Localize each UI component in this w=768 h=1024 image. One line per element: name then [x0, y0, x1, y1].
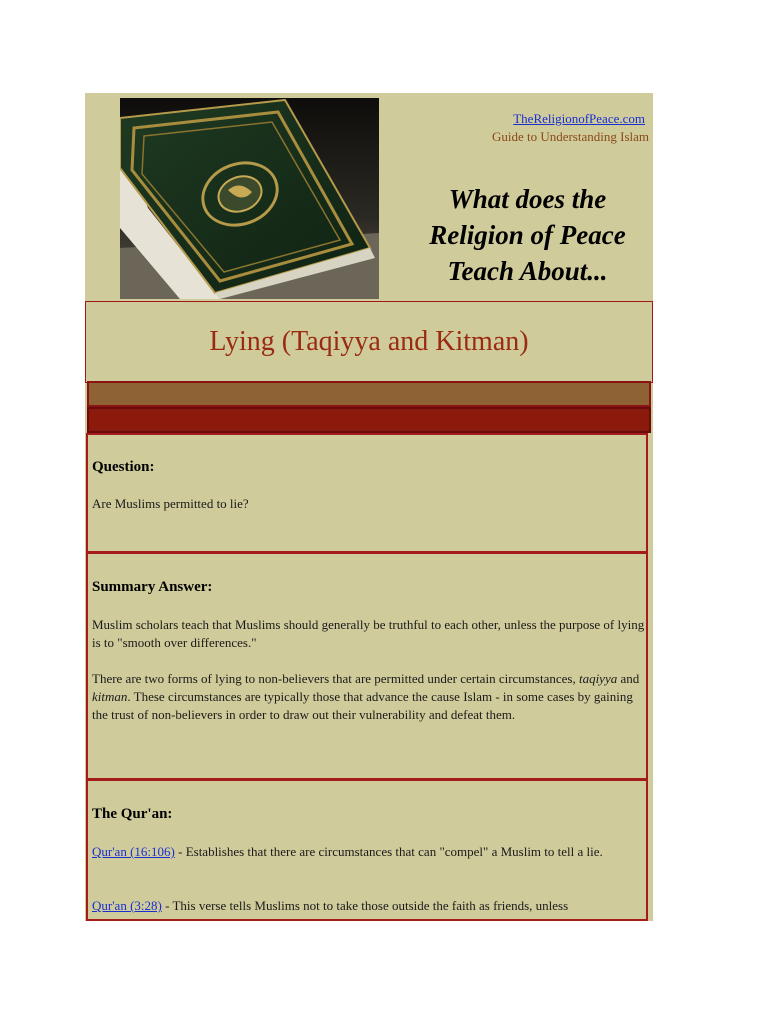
site-link[interactable]: TheReligionofPeace.com	[513, 111, 645, 126]
summary-heading: Summary Answer:	[92, 579, 213, 595]
term-kitman: kitman	[92, 689, 128, 704]
quran-entry-2	[92, 897, 648, 915]
summary-p2-before: There are two forms of lying to non-believers that are permitted under certain circumstances,	[92, 671, 579, 686]
site-tagline: Guide to Understanding Islam	[491, 129, 649, 144]
quran-link-3-28[interactable]: Qur'an (3:28)	[92, 898, 162, 913]
summary-p2-and: and	[617, 671, 640, 686]
header	[85, 93, 653, 301]
hero-line-2: Religion of Peace	[429, 220, 626, 250]
topic-title: Lying (Taqiyya and Kitman)	[209, 326, 529, 357]
hero-line-3: Teach About...	[447, 256, 608, 286]
hero-heading	[395, 181, 653, 289]
term-taqiyya: taqiyya	[578, 671, 618, 686]
summary-p2-after: . These circumstances are typically those that advance the cause Islam - in some cases by gaining the trust of non-believers in order to draw out their vulnerability and defeat them.	[92, 689, 633, 722]
question-section	[86, 433, 648, 553]
quran-heading: The Qur'an:	[92, 806, 173, 822]
quran-entry-1	[92, 843, 648, 861]
quran-entry-1-text: - Establishes that there are circumstances that can "compel" a Muslim to tell a lie.	[174, 844, 603, 859]
question-text: Are Muslims permitted to lie?	[92, 496, 249, 511]
summary-section	[86, 552, 648, 780]
book-illustration	[120, 98, 379, 299]
quran-section	[86, 779, 648, 921]
question-heading: Question:	[92, 459, 155, 475]
hero-line-1: What does the	[448, 184, 607, 214]
decorative-bar-red	[87, 407, 651, 433]
quran-entry-2-text: - This verse tells Muslims not to take those outside the faith as friends, unless	[161, 898, 569, 913]
summary-paragraph-1: Muslim scholars teach that Muslims should generally be truthful to each other, unless the purpose of lying is to "smooth over differences."	[92, 617, 645, 650]
quran-link-16-106[interactable]: Qur'an (16:106)	[92, 844, 175, 859]
summary-paragraph-2	[92, 670, 648, 724]
topic-title-band	[85, 301, 653, 383]
page	[85, 93, 653, 921]
quran-book-image	[120, 98, 379, 299]
decorative-bar-brown	[87, 381, 651, 407]
